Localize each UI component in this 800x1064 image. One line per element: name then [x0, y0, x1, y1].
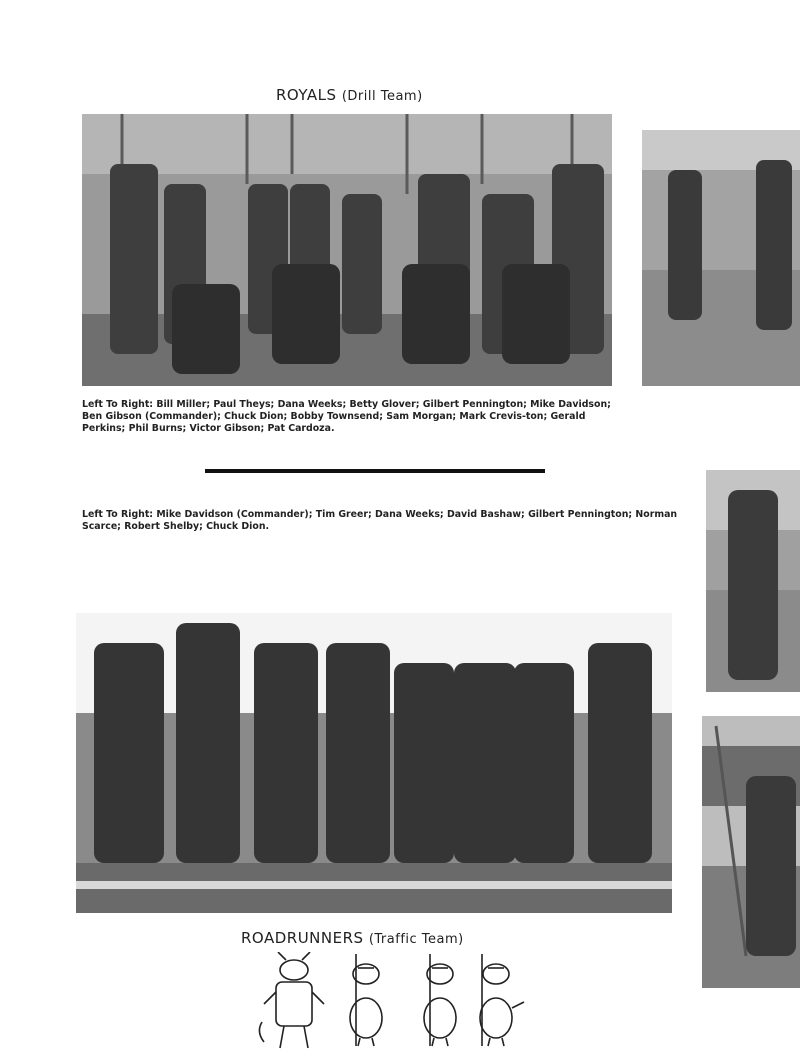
side-photo-top	[642, 130, 800, 386]
roadrunners-title	[241, 929, 464, 947]
roadrunners-title-main: ROADRUNNERS	[241, 929, 364, 947]
side-photo-bottom	[702, 716, 800, 988]
royals-title-main: ROYALS	[276, 86, 337, 104]
royals-caption: Left To Right: Bill Miller; Paul Theys; Dana Weeks; Betty Glover; Gilbert Pennington; Mike Davidson; Ben Gibson (Commander); Chuck Dion; Bobby Townsend; Sam Morgan; Mark Crevis-ton; Gerald Perkins; Phil Burns; Victor Gibson; Pat Cardoza.	[82, 399, 611, 434]
roadrunner-mascot-3	[408, 952, 468, 1048]
royals-title-sub: (Drill Team)	[341, 89, 423, 104]
section-divider	[205, 469, 545, 473]
royals-group-photo	[82, 114, 612, 386]
roadrunners-group-photo	[76, 613, 672, 913]
roadrunner-mascot-2	[336, 952, 396, 1048]
roadrunners-caption: Left To Right: Mike Davidson (Commander); Tim Greer; Dana Weeks; David Bashaw; Gilbert Pennington; Norman Scarce; Robert Shelby; Chuck Dion.	[82, 509, 678, 532]
roadrunner-mascot-4	[468, 952, 528, 1048]
royals-title	[276, 86, 423, 104]
roadrunners-title-sub: (Traffic Team)	[368, 932, 464, 947]
roadrunner-mascot-1	[256, 952, 332, 1052]
side-photo-middle	[706, 470, 800, 692]
